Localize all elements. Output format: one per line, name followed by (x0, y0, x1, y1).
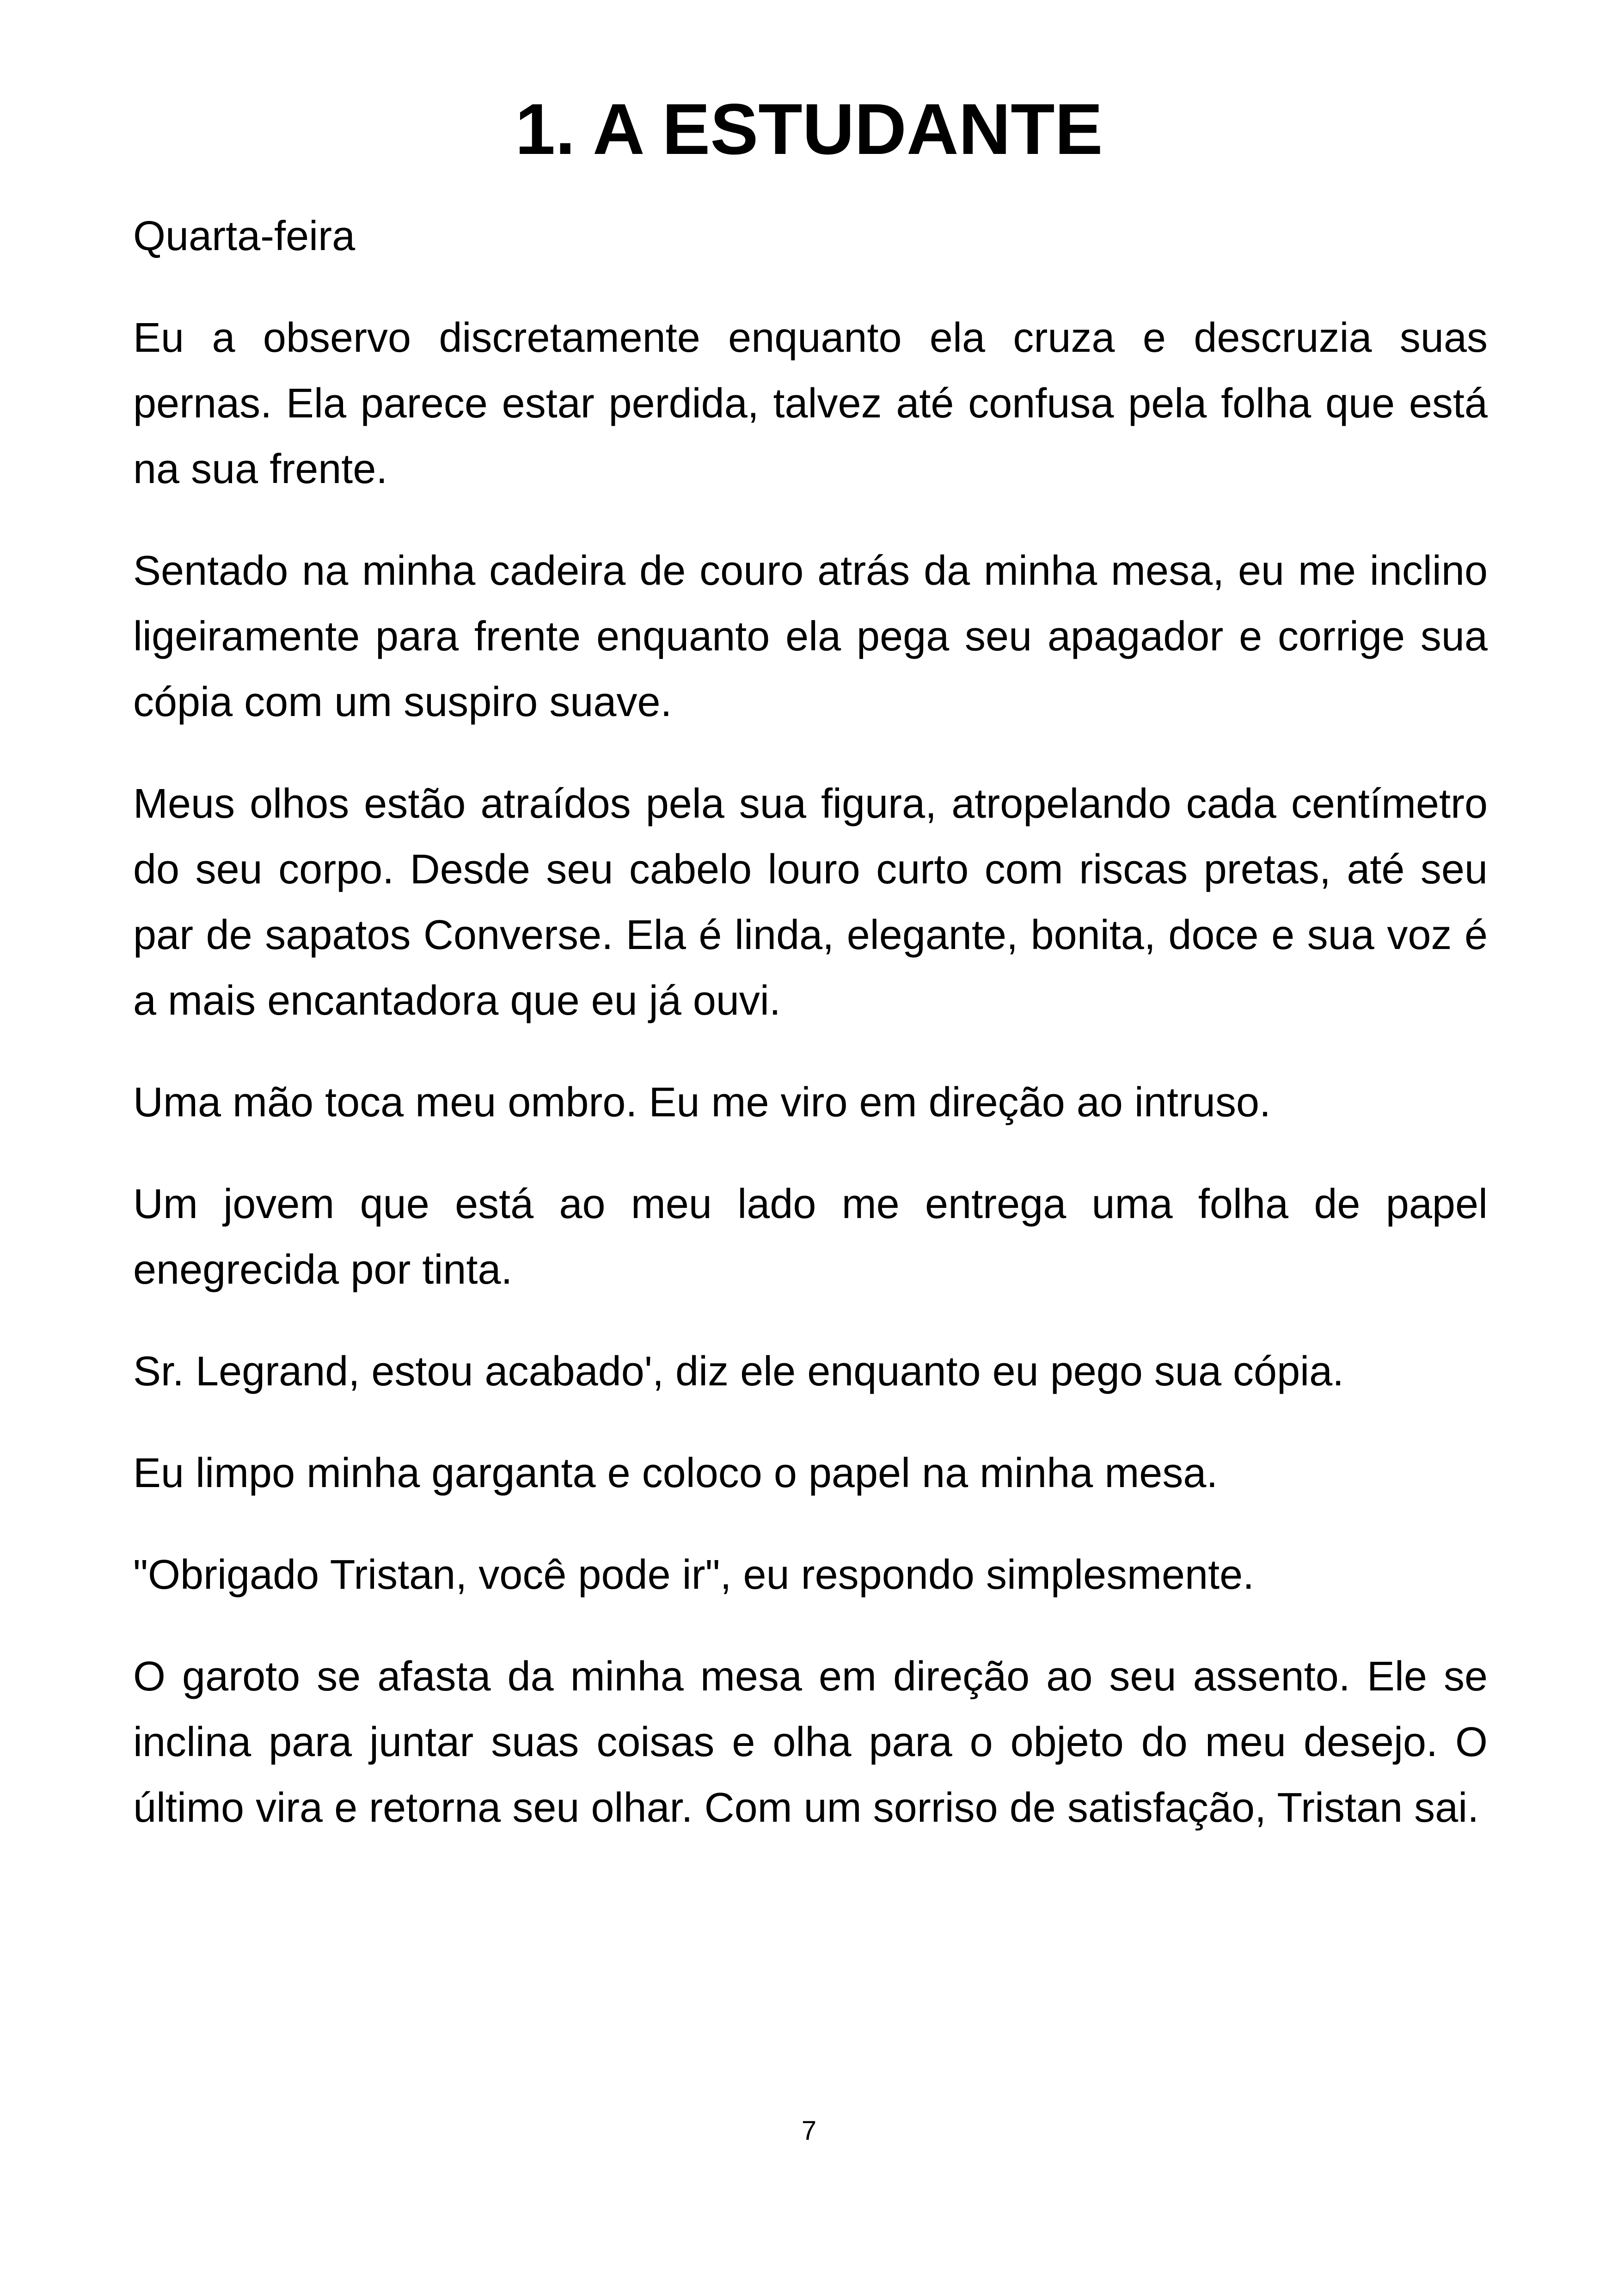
chapter-title: 1. A ESTUDANTE (515, 89, 1103, 170)
paragraph-9: "Obrigado Tristan, você pode ir", eu respondo simplesmente. (133, 1552, 1255, 1598)
paragraph-3: Sentado na minha cadeira de couro atrás da minha mesa, eu me inclino ligeiramente para frente enquanto ela pega seu apagador e corrige sua cópia com um suspiro suave. (133, 548, 1488, 725)
chapter-body (133, 203, 1488, 1877)
paragraph-2: Eu a observo discretamente enquanto ela cruza e descruzia suas pernas. Ela parece estar perdida, talvez até confusa pela folha que está na sua frente. (133, 315, 1488, 492)
paragraph-4: Meus olhos estão atraídos pela sua figura, atropelando cada centímetro do seu corpo. Desde seu cabelo louro curto com riscas pretas, até seu par de sapatos Converse. Ela é linda, elegante, bonita, doce e sua voz é a mais encantadora que eu já ouvi. (133, 781, 1488, 1024)
page-number: 7 (801, 2116, 817, 2146)
paragraph-7: Sr. Legrand, estou acabado', diz ele enquanto eu pego sua cópia. (133, 1348, 1344, 1395)
paragraph-1: Quarta-feira (133, 213, 355, 259)
paragraph-6: Um jovem que está ao meu lado me entrega uma folha de papel enegrecida por tinta. (133, 1181, 1488, 1293)
paragraph-8: Eu limpo minha garganta e coloco o papel na minha mesa. (133, 1450, 1218, 1496)
paragraph-5: Uma mão toca meu ombro. Eu me viro em direção ao intruso. (133, 1079, 1271, 1126)
paragraph-10: O garoto se afasta da minha mesa em direção ao seu assento. Ele se inclina para juntar suas coisas e olha para o objeto do meu desejo. O último vira e retorna seu olhar. Com um sorriso de satisfação, Tristan sai. (133, 1653, 1488, 1831)
